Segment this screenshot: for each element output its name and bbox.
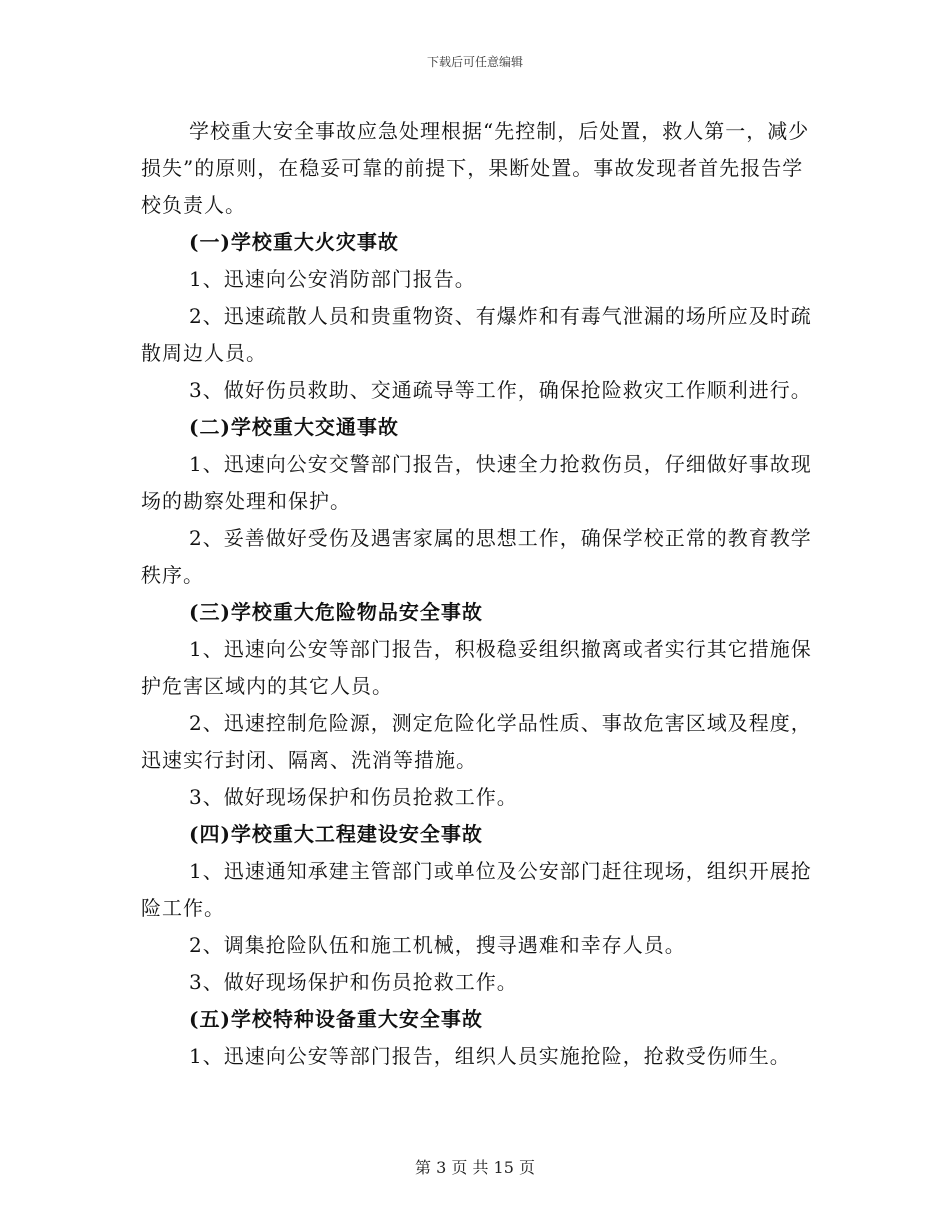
section-item: 3、做好伤员救助、交通疏导等工作，确保抢险救灾工作顺利进行。 [189,378,812,402]
section-item: 3、做好现场保护和伤员抢救工作。 [189,785,518,809]
section-item: 2、迅速控制危险源，测定危险化学品性质、事故危害区域及程度，迅速实行封闭、隔离、洗消等措施。 [141,711,812,772]
section-item: 2、妥善做好受伤及遇害家属的思想工作，确保学校正常的教育教学秩序。 [141,526,812,587]
section-heading: (五)学校特种设备重大安全事故 [189,1007,483,1031]
section-heading: (一)学校重大火灾事故 [189,230,399,254]
section-5 [141,1001,821,1075]
section-2 [141,409,821,594]
section-item: 1、迅速向公安交警部门报告，快速全力抢救伤员，仔细做好事故现场的勘察处理和保护。 [141,452,812,513]
section-heading: (二)学校重大交通事故 [189,415,399,439]
header-note: 下载后可任意编辑 [426,55,523,69]
section-item: 2、调集抢险队伍和施工机械，搜寻遇难和幸存人员。 [189,933,686,957]
section-item: 1、迅速向公安等部门报告，组织人员实施抢险，抢救受伤师生。 [189,1044,791,1068]
section-item: 1、迅速通知承建主管部门或单位及公安部门赶往现场，组织开展抢险工作。 [141,859,812,920]
section-item: 1、迅速向公安消防部门报告。 [189,267,476,291]
section-1 [141,224,821,409]
section-3 [141,594,821,816]
section-heading: (四)学校重大工程建设安全事故 [189,822,483,846]
section-heading: (三)学校重大危险物品安全事故 [189,600,483,624]
section-item: 3、做好现场保护和伤员抢救工作。 [189,970,518,994]
section-item: 2、迅速疏散人员和贵重物资、有爆炸和有毒气泄漏的场所应及时疏散周边人员。 [141,304,812,365]
section-4 [141,816,821,1001]
section-item: 1、迅速向公安等部门报告，积极稳妥组织撤离或者实行其它措施保护危害区域内的其它人员。 [141,637,812,698]
page-number: 第 3 页 共 15 页 [415,1158,535,1177]
document-body [141,113,821,1075]
intro-paragraph: 学校重大安全事故应急处理根据“先控制，后处置，救人第一，减少损失”的原则，在稳妥可靠的前提下，果断处置。事故发现者首先报告学校负责人。 [141,119,810,217]
